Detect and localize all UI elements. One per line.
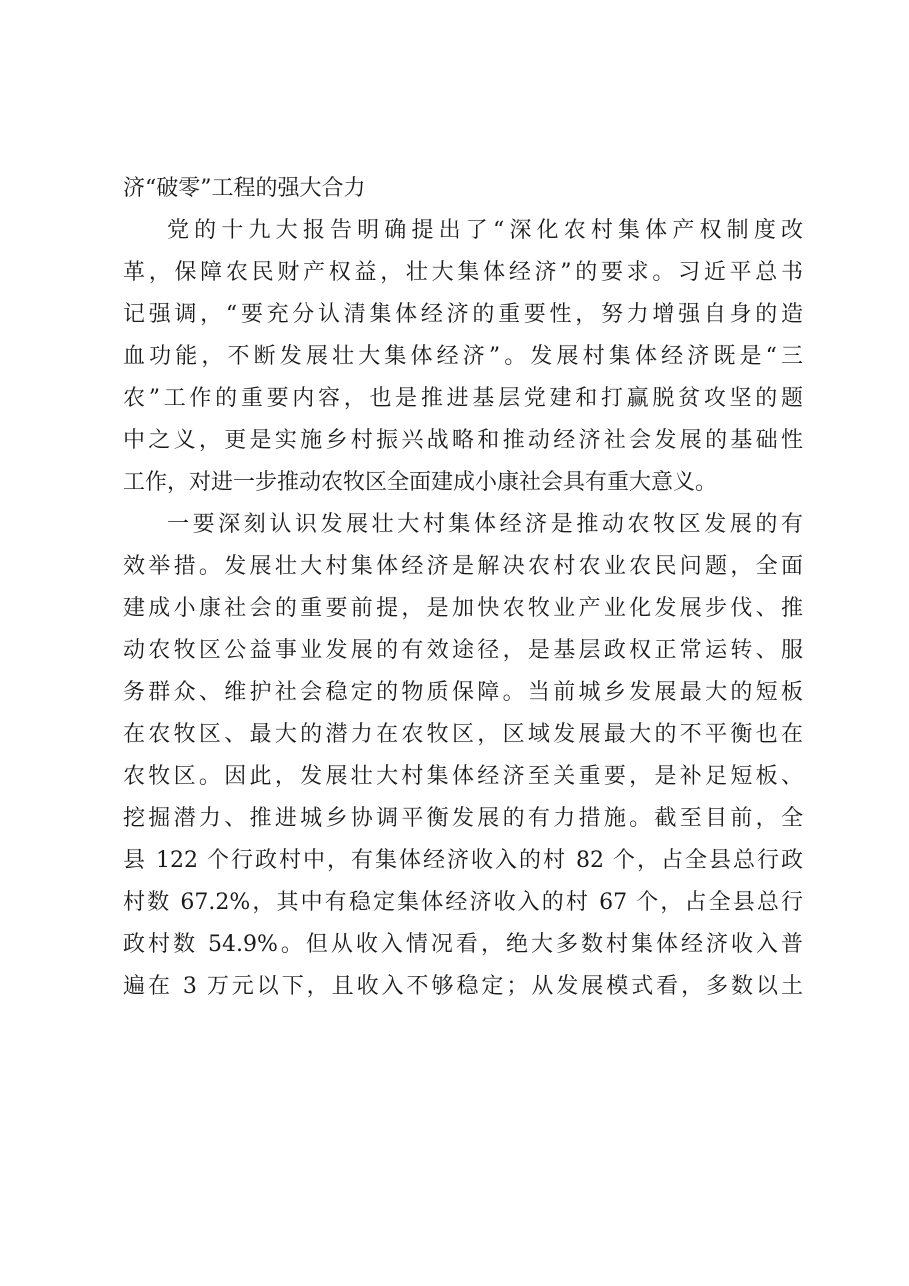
paragraph-1-line-7: 工作，对进一步推动农牧区全面建成小康社会具有重大意义。 bbox=[123, 470, 718, 495]
paragraph-2-line-2: 效举措。发展壮大村集体经济是解决农村农业农民问题，全面 bbox=[123, 554, 803, 579]
paragraph-1-line-3: 记强调，“要充分认清集体经济的重要性，努力增强自身的造 bbox=[123, 302, 803, 327]
paragraph-2-line-10: 村数 67.2%，其中有稳定集体经济收入的村 67 个，占全县总行 bbox=[123, 890, 803, 915]
paragraph-2-line-8: 挖掘潜力、推进城乡协调平衡发展的有力措施。截至目前，全 bbox=[123, 806, 803, 831]
paragraph-1-line-5: 农”工作的重要内容，也是推进基层党建和打赢脱贫攻坚的题 bbox=[123, 386, 803, 411]
paragraph-2-line-4: 动农牧区公益事业发展的有效途径，是基层政权正常运转、服 bbox=[123, 638, 803, 663]
paragraph-2-line-5: 务群众、维护社会稳定的物质保障。当前城乡发展最大的短板 bbox=[123, 680, 803, 705]
paragraph-2-line-3: 建成小康社会的重要前提，是加快农牧业产业化发展步伐、推 bbox=[123, 596, 803, 621]
paragraph-2-line-11: 政村数 54.9%。但从收入情况看，绝大多数村集体经济收入普 bbox=[123, 932, 803, 957]
paragraph-1-line-2: 革，保障农民财产权益，壮大集体经济”的要求。习近平总书 bbox=[123, 260, 803, 285]
paragraph-2-line-1: 一要深刻认识发展壮大村集体经济是推动农牧区发展的有 bbox=[167, 512, 803, 537]
paragraph-1-line-4: 血功能，不断发展壮大集体经济”。发展村集体经济既是“三 bbox=[123, 344, 803, 369]
paragraph-2-line-12: 遍在 3 万元以下，且收入不够稳定；从发展模式看，多数以土 bbox=[123, 974, 803, 999]
paragraph-2-line-7: 农牧区。因此，发展壮大村集体经济至关重要，是补足短板、 bbox=[123, 764, 803, 789]
paragraph-2-line-6: 在农牧区、最大的潜力在农牧区，区域发展最大的不平衡也在 bbox=[123, 722, 803, 747]
paragraph-1-line-1: 党的十九大报告明确提出了“深化农村集体产权制度改 bbox=[167, 218, 803, 243]
text-line-heading-tail: 济“破零”工程的强大合力 bbox=[123, 176, 366, 201]
paragraph-1-line-6: 中之义，更是实施乡村振兴战略和推动经济社会发展的基础性 bbox=[123, 428, 803, 453]
document-body bbox=[123, 168, 803, 1008]
paragraph-2-line-9: 县 122 个行政村中，有集体经济收入的村 82 个，占全县总行政 bbox=[123, 848, 803, 873]
